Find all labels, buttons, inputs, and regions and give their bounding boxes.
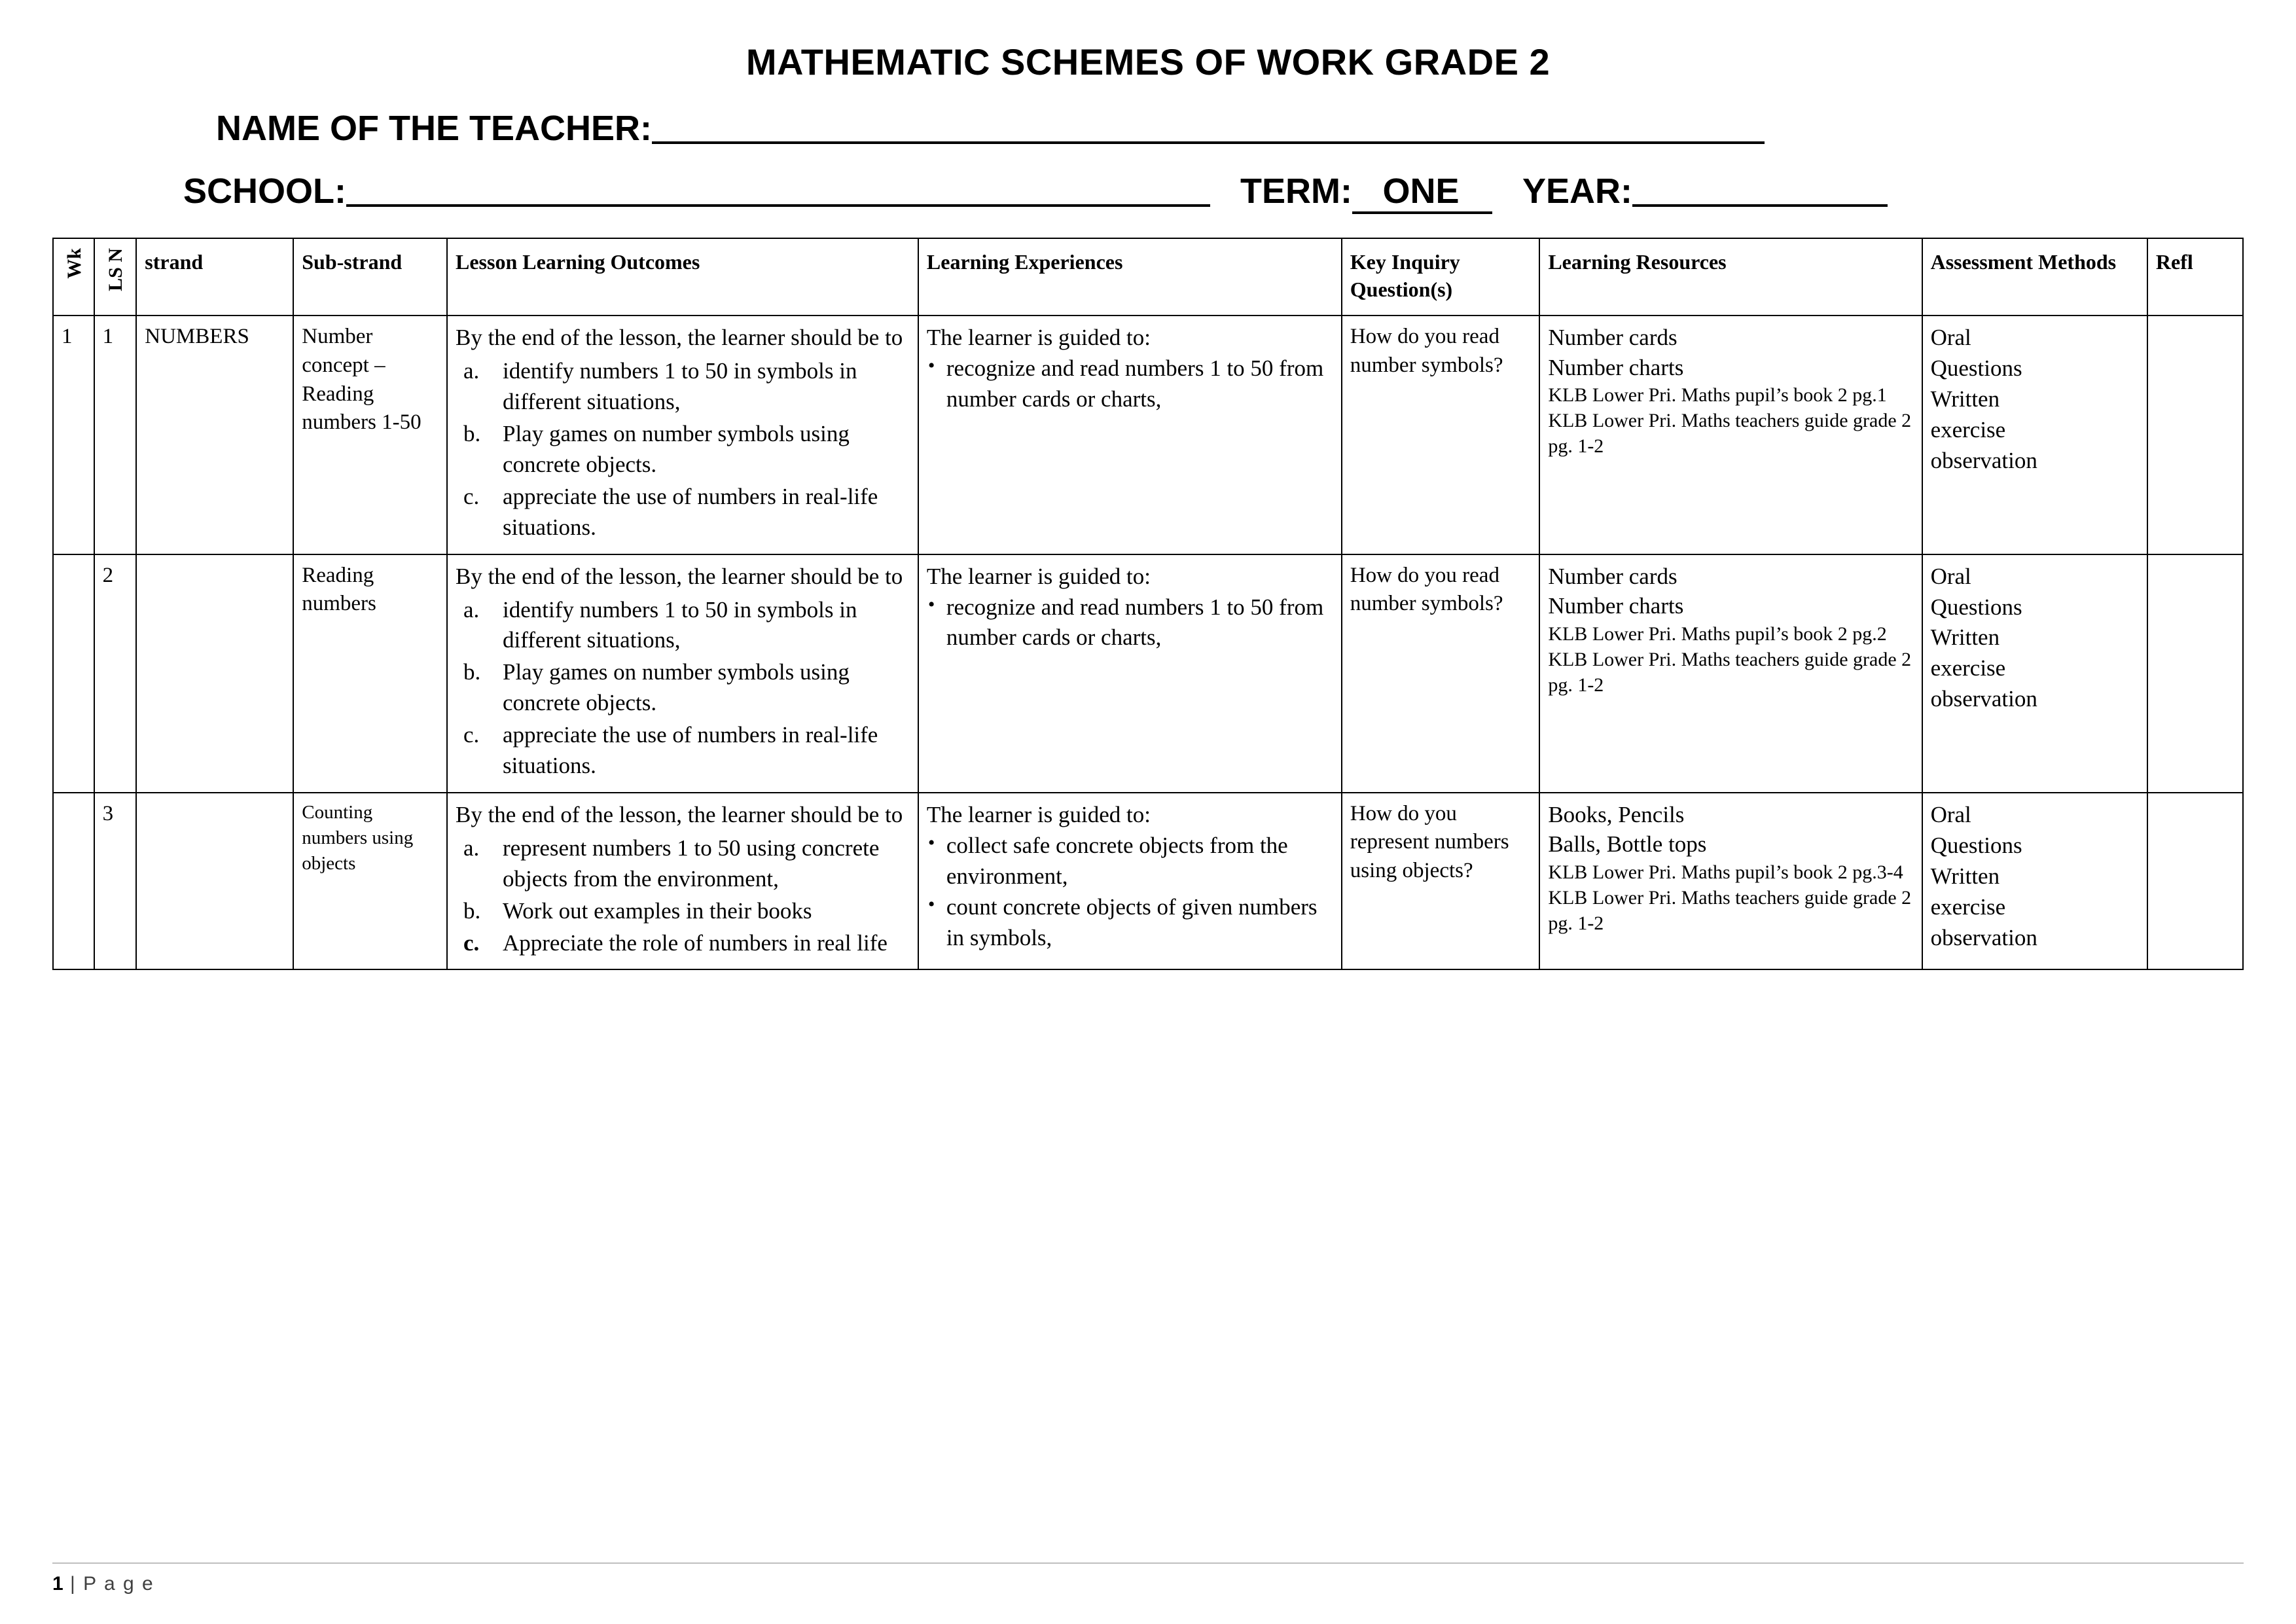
outcome-marker: a. — [463, 835, 480, 861]
outcome-marker: c. — [463, 929, 480, 956]
column-header-kiq: Key Inquiry Question(s) — [1342, 238, 1540, 316]
assessment-item: Questions — [1930, 355, 2022, 382]
outcome-marker: a. — [463, 596, 480, 623]
cell-outcomes — [447, 554, 918, 793]
year-input-line[interactable] — [1632, 173, 1888, 207]
cell-strand: NUMBERS — [136, 316, 293, 554]
resource-item: Number charts — [1548, 354, 1684, 380]
outcome-item — [456, 482, 910, 543]
outcome-list — [456, 356, 910, 543]
assessment-item: observation — [1930, 686, 2037, 712]
outcome-text: appreciate the use of numbers in real-life situations. — [502, 722, 878, 779]
outcome-item — [456, 419, 910, 480]
assessment-item: Oral — [1930, 563, 1971, 589]
cell-week: 1 — [53, 316, 94, 554]
outcome-text: appreciate the use of numbers in real-life situations. — [502, 483, 878, 540]
cell-key-inquiry-question: How do you read number symbols? — [1342, 316, 1540, 554]
outcome-list — [456, 833, 910, 959]
page-title: MATHEMATIC SCHEMES OF WORK GRADE 2 — [745, 41, 1551, 82]
resource-item: Books, Pencils — [1548, 801, 1685, 827]
experience-lead: The learner is guided to: — [926, 563, 1151, 589]
outcome-marker: a. — [463, 358, 480, 384]
resource-item: Number charts — [1548, 593, 1684, 619]
cell-strand — [136, 554, 293, 793]
column-header-assessment: Assessment Methods — [1922, 238, 2147, 316]
cell-strand — [136, 793, 293, 969]
outcome-text: Appreciate the role of numbers in real life — [502, 929, 888, 956]
column-header-resources: Learning Resources — [1539, 238, 1922, 316]
resource-item: Number cards — [1548, 563, 1677, 589]
school-input-line[interactable] — [346, 173, 1210, 207]
experience-lead: The learner is guided to: — [926, 801, 1151, 827]
cell-assessment — [1922, 554, 2147, 793]
outcome-marker: c. — [463, 722, 480, 748]
experience-item: • collect safe concrete objects from the environment, — [927, 831, 1333, 892]
assessment-item: observation — [1930, 448, 2037, 474]
assessment-item: Questions — [1930, 832, 2022, 858]
assessment-item: exercise — [1930, 893, 2006, 920]
column-header-strand: strand — [136, 238, 293, 316]
outcome-text: Play games on number symbols using concrete objects. — [502, 659, 850, 716]
assessment-item: exercise — [1930, 417, 2006, 443]
outcome-item — [456, 833, 910, 895]
experience-item: • recognize and read numbers 1 to 50 from number cards or charts, — [927, 353, 1333, 415]
cell-reflection[interactable] — [2147, 793, 2243, 969]
resource-reference: KLB Lower Pri. Maths pupil’s book 2 pg.1 — [1548, 384, 1887, 406]
cell-reflection[interactable] — [2147, 316, 2243, 554]
cell-resources — [1539, 554, 1922, 793]
cell-assessment — [1922, 316, 2147, 554]
outcome-item — [456, 595, 910, 657]
outcome-lead: By the end of the lesson, the learner should be to — [455, 563, 903, 589]
cell-substrand: Reading numbers — [293, 554, 447, 793]
outcome-list — [456, 595, 910, 782]
outcome-item — [456, 657, 910, 719]
outcome-text: Work out examples in their books — [502, 897, 812, 924]
resource-reference: KLB Lower Pri. Maths pupil’s book 2 pg.2 — [1548, 623, 1887, 645]
outcome-text: Play games on number symbols using concrete objects. — [502, 421, 850, 478]
assessment-item: exercise — [1930, 655, 2006, 681]
resource-reference: KLB Lower Pri. Maths teachers guide grade 2 pg. 1-2 — [1548, 648, 1912, 696]
column-header-experiences: Learning Experiences — [918, 238, 1342, 316]
cell-week — [53, 793, 94, 969]
resource-reference: KLB Lower Pri. Maths teachers guide grade 2 pg. 1-2 — [1548, 886, 1912, 934]
outcome-marker: b. — [463, 897, 481, 924]
outcome-text: identify numbers 1 to 50 in symbols in different situations, — [502, 358, 857, 415]
cell-resources — [1539, 316, 1922, 554]
schemes-of-work-table — [52, 238, 2244, 970]
cell-experiences — [918, 793, 1342, 969]
outcome-item — [456, 896, 910, 927]
cell-substrand: Counting numbers using objects — [293, 793, 447, 969]
cell-week — [53, 554, 94, 793]
cell-reflection[interactable] — [2147, 554, 2243, 793]
cell-lesson: 1 — [94, 316, 137, 554]
cell-outcomes — [447, 793, 918, 969]
teacher-field-row — [216, 108, 2244, 149]
outcome-text: identify numbers 1 to 50 in symbols in different situations, — [502, 596, 857, 653]
outcome-item — [456, 928, 910, 959]
column-header-wk: Wk — [53, 238, 94, 316]
experience-list — [927, 831, 1333, 954]
teacher-label: NAME OF THE TEACHER: — [216, 109, 652, 148]
experience-lead: The learner is guided to: — [926, 325, 1151, 351]
cell-outcomes — [447, 316, 918, 554]
column-header-ls: LS N — [94, 238, 137, 316]
column-header-substrand: Sub-strand — [293, 238, 447, 316]
cell-lesson: 3 — [94, 793, 137, 969]
assessment-item: Written — [1930, 624, 2000, 651]
assessment-item: Oral — [1930, 325, 1971, 351]
footer-page-word: P a g e — [83, 1573, 154, 1595]
outcome-text: represent numbers 1 to 50 using concrete objects from the environment, — [502, 835, 880, 892]
assessment-item: Questions — [1930, 594, 2022, 620]
cell-lesson: 2 — [94, 554, 137, 793]
cell-experiences — [918, 554, 1342, 793]
table-row — [53, 554, 2243, 793]
assessment-item: Written — [1930, 863, 2000, 889]
cell-resources — [1539, 793, 1922, 969]
cell-key-inquiry-question: How do you represent numbers using objects? — [1342, 793, 1540, 969]
term-value[interactable]: ONE — [1352, 171, 1492, 214]
page-footer — [52, 1562, 2244, 1595]
school-term-year-row — [183, 171, 2244, 214]
cell-experiences — [918, 316, 1342, 554]
outcome-item — [456, 720, 910, 782]
term-label: TERM: — [1240, 171, 1352, 211]
outcome-item — [456, 356, 910, 418]
footer-page-number: 1 — [52, 1573, 63, 1595]
experience-item: • recognize and read numbers 1 to 50 from number cards or charts, — [927, 592, 1333, 654]
resource-reference: KLB Lower Pri. Maths pupil’s book 2 pg.3-4 — [1548, 861, 1903, 883]
year-label: YEAR: — [1522, 171, 1632, 211]
cell-key-inquiry-question: How do you read number symbols? — [1342, 554, 1540, 793]
assessment-item: observation — [1930, 924, 2037, 950]
resource-reference: KLB Lower Pri. Maths teachers guide grade 2 pg. 1-2 — [1548, 410, 1912, 458]
teacher-input-line[interactable] — [652, 110, 1765, 144]
cell-substrand: Number concept – Reading numbers 1-50 — [293, 316, 447, 554]
outcome-marker: c. — [463, 483, 480, 509]
assessment-item: Written — [1930, 386, 2000, 412]
footer-separator: | — [70, 1573, 77, 1595]
outcome-lead: By the end of the lesson, the learner should be to — [455, 325, 903, 351]
school-label: SCHOOL: — [183, 171, 346, 211]
experience-list — [927, 592, 1333, 654]
outcome-marker: b. — [463, 421, 481, 447]
column-header-refl: Refl — [2147, 238, 2243, 316]
outcome-marker: b. — [463, 659, 481, 685]
table-header-row — [53, 238, 2243, 316]
resource-item: Balls, Bottle tops — [1548, 831, 1707, 857]
resource-item: Number cards — [1548, 325, 1677, 351]
outcome-lead: By the end of the lesson, the learner should be to — [455, 801, 903, 827]
experience-item: • count concrete objects of given numbers in symbols, — [927, 892, 1333, 954]
table-body — [53, 316, 2243, 969]
table-row — [53, 793, 2243, 969]
table-row — [53, 316, 2243, 554]
column-header-outcomes: Lesson Learning Outcomes — [447, 238, 918, 316]
assessment-item: Oral — [1930, 801, 1971, 827]
cell-assessment — [1922, 793, 2147, 969]
experience-list — [927, 353, 1333, 415]
